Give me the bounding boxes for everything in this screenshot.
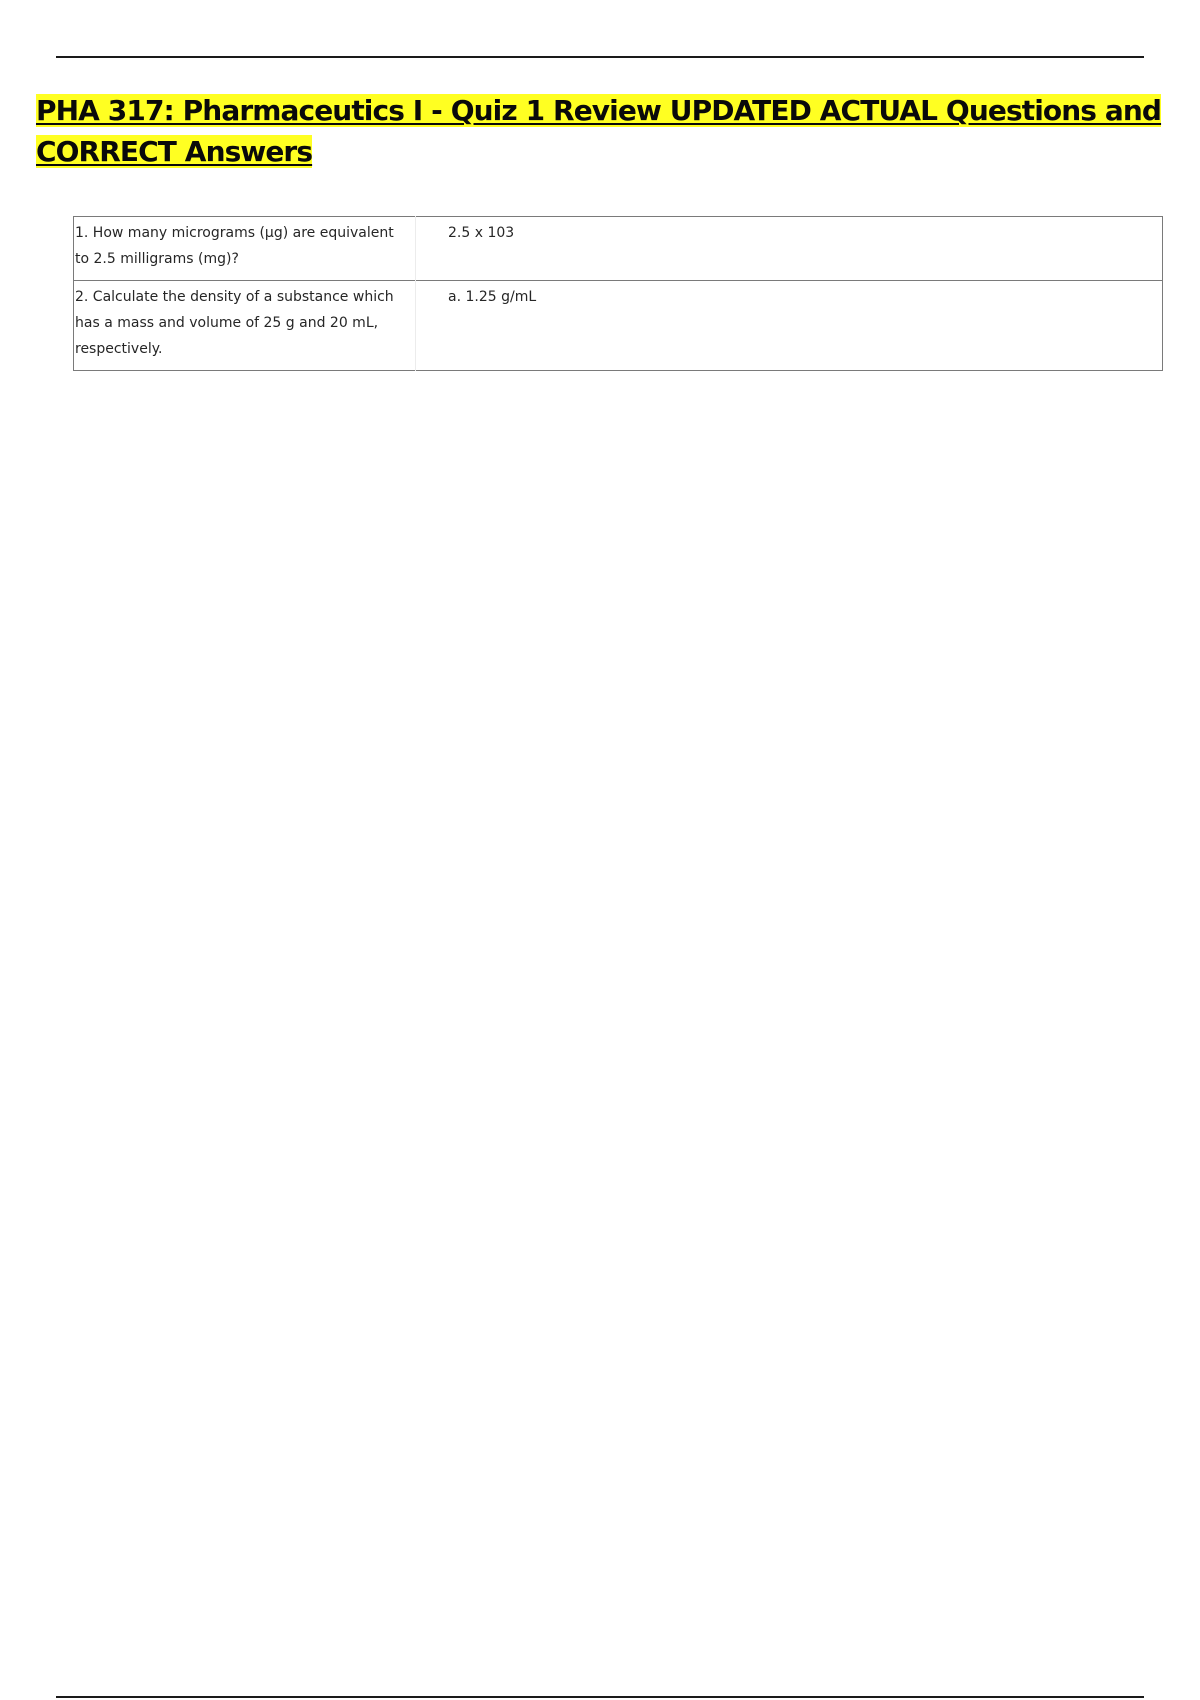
question-cell: 2. Calculate the density of a substance which has a mass and volume of 25 g and 20 mL, respectively. [74, 281, 416, 371]
question-cell: 1. How many micrograms (µg) are equivalent to 2.5 milligrams (mg)? [74, 217, 416, 281]
header-divider [56, 56, 1144, 58]
footer-divider [56, 1696, 1144, 1698]
document-title [36, 90, 1166, 172]
answer-cell: a. 1.25 g/mL [416, 281, 1163, 371]
qa-row [74, 217, 1163, 281]
answer-cell: 2.5 x 103 [448, 225, 515, 241]
qa-row [74, 281, 1163, 371]
document-title-text: PHA 317: Pharmaceutics I - Quiz 1 Review UPDATED ACTUAL Questions and CORRECT Answers [36, 94, 1162, 168]
qa-table [73, 216, 1163, 371]
